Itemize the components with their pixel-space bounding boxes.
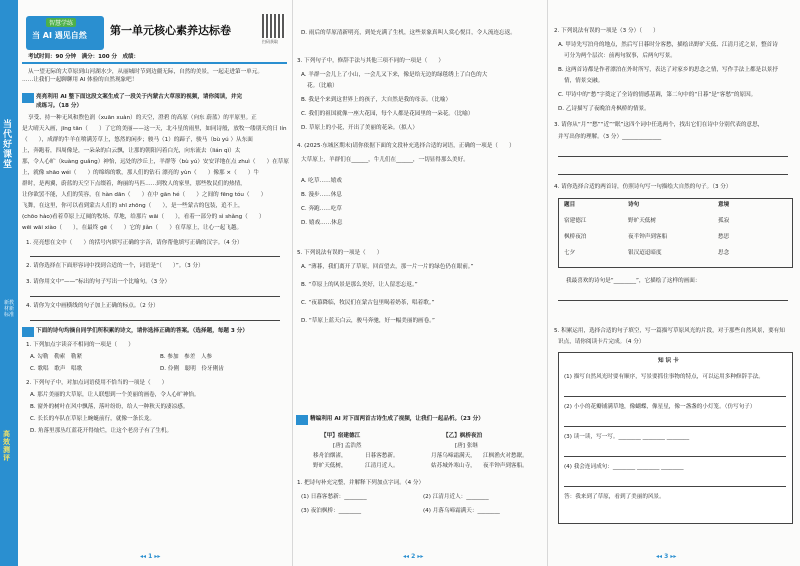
- page-number: ◂◂ 2 ▸▸: [403, 553, 424, 560]
- passage-line: 上，奔跑着，四周像是，一朵朵的白云飘，让那的朝阳闪着白光，向东流去（lián qì）太: [22, 148, 241, 154]
- table-cell: 孤寂: [718, 218, 730, 224]
- page-number-value: 3: [664, 553, 669, 560]
- answer-line[interactable]: [564, 486, 786, 487]
- card-title: 知 识 卡: [658, 358, 679, 364]
- option[interactable]: B. 参加 参差 人参: [160, 354, 213, 360]
- option[interactable]: D. 角落里那丛红蓝花开得灿烂，让这个老房子有了生机。: [30, 428, 173, 434]
- sidebar: [0, 0, 18, 566]
- brand-top: 智慧学练: [46, 18, 76, 27]
- passage-line: wēi wāi xiào（ ），在最终 gē（ ）它的 jiǎn（ ）在草原上，让心一起飞越。: [22, 225, 243, 231]
- option-cont: 可分为两个层次：前两句叙事，后两句写景。: [564, 53, 676, 59]
- card-line: (3) 读一读，写一写。________ ________ ________: [564, 434, 690, 440]
- passage-line: 是大晴天入画，jīng tān（ ）了它的美丽——这一天，北斗星的雨里，如同诗般，放牧一缕朋天的日 lín: [22, 126, 287, 132]
- option-cont: 情，情景交融。: [564, 78, 604, 84]
- question: 1. 亮亮想在文中（ ）的括号内填写正确的字音，请你帮他填写正确的汉字。（4 分）: [26, 240, 243, 246]
- question: 5. 下列说法有误的一项是（ ）: [297, 250, 383, 256]
- option[interactable]: D. “草原上蓝天白云，骏马奔驰，好一幅美丽的画卷。”: [301, 318, 435, 324]
- option[interactable]: B. “草原上的风景是那么美好，让人留恋忘返。”: [301, 282, 418, 288]
- passage-line: 飞舞，在这里，你可以看到蒙古人们的 shī zhōng（ ），是一些蒙古的包装，追不上，: [22, 203, 244, 209]
- question-cont: 并写出你的理解。（3 分）______________: [558, 134, 662, 140]
- answer-line[interactable]: [30, 320, 280, 321]
- table-cell: 枫桥夜泊: [564, 234, 587, 240]
- option[interactable]: B. 这两首诗都是作者漂泊在外时所写，表达了对家乡的思念之情，写作手法上都是以景抒: [558, 67, 778, 73]
- option[interactable]: A. 甲诗先写泊舟的地点，然后写日暮时分客愁，描绘出野旷天低、江清月近之景，整首诗: [558, 42, 778, 48]
- question: 4. (2025·东城区期末)请你依据下面的文段补充选择合适的词语，正确的一项是（ ）: [297, 143, 515, 149]
- option[interactable]: C. 长长的车队在草原上蜿蜒前行，就像一条长龙。: [30, 416, 155, 422]
- table-cell: 宿建德江: [564, 218, 587, 224]
- option[interactable]: A. “薄暮，我们离开了草原，回首望去，那一片一片的绿色仍在眼前。”: [301, 264, 474, 270]
- passage-line: 上，就像 shāo wéi（ ）的绵绵的歌，那人们的钻石 漂亮的 yùn（ ）像那 ×（ ）牛: [22, 170, 260, 176]
- passage-line: 那，令人心旷（kuàng guǎng）神怡，远处的沙丘上，羊群等（bù yú）安安详地在点 zhuì（ ）在草原: [22, 159, 289, 165]
- table-header: 意境: [718, 202, 730, 208]
- table-header: 诗句: [628, 202, 640, 208]
- card-line: (4) 我会连词成句：________ ________ ________: [564, 464, 684, 470]
- section-3-icon: [296, 415, 308, 425]
- poem-line: 月落乌啼霜满天，: [431, 453, 476, 459]
- table-cell: 夜半钟声到客船: [628, 234, 668, 240]
- question: 2. 下列句子中，对加点词语使用不恰当的一项是（ ）: [26, 380, 168, 386]
- question: 5. 积累运用，选择合适的句子填空，写一篇描写草原风光的片段，对于那些自然风景，要有知: [554, 328, 785, 334]
- sub-question[interactable]: (2) 江清月近人：________: [423, 494, 489, 500]
- section-2-title: 下面的诗句均摘自同学们所积累的诗文，请你选择正确的答案。（选择题，每题 3 分）: [36, 328, 248, 334]
- poem-line: 野旷天低树，: [313, 463, 347, 469]
- sidebar-title: 当代好课堂: [3, 120, 13, 170]
- answer-line[interactable]: [558, 174, 788, 175]
- option[interactable]: C. 奔跑……吃草: [301, 206, 343, 212]
- card-line: 答：我来到了草原，看到了美丽的风景。: [564, 494, 665, 500]
- question: 2. 下列说法有误的一项是（3 分）（ ）: [554, 28, 659, 34]
- poem-b-title: 【乙】枫桥夜泊: [443, 433, 483, 439]
- poem-table: [558, 198, 793, 268]
- section-1-title: 成练习。（18 分）: [36, 103, 83, 109]
- question: 1. 下列加点字读音不相同的一项是（ ）: [26, 342, 134, 348]
- page-number-value: 1: [148, 553, 153, 560]
- sub-question[interactable]: (3) 夜泊枫桥：________: [301, 508, 362, 514]
- poem-line: 江枫渔火对愁眠。: [483, 453, 528, 459]
- intro-line: ……让我们一起聊聊用 AI 体验的自然现象吧！: [22, 77, 138, 83]
- answer-line[interactable]: [30, 296, 280, 297]
- option[interactable]: A. 羊群一会儿上了小山，一会儿又下来，像是给无边的绿毯绣上了白色的大: [301, 72, 488, 78]
- question-cont: 识点，请你阅读卡片完成。（4 分）: [558, 339, 645, 345]
- text-line: D. 雨后的草原清新明亮，到处充满了生机，这些景象真叫人赏心悦目，令人流连忘返。: [301, 30, 516, 36]
- poem-b-author: [唐] 张继: [455, 443, 478, 449]
- question: 4. 请你选择合适的两首诗，仿照诗句写一句描绘大自然的句子。（3 分）: [554, 184, 732, 190]
- option[interactable]: C. “夜幕降临，牧民们在蒙古包里喝着奶茶，唱着歌。”: [301, 300, 435, 306]
- sidebar-subtitle: 新教材新标准: [4, 300, 15, 318]
- question: 3. 请你用文中“——”标出的句子写出一个比喻句。（3 分）: [26, 279, 171, 285]
- qr-code-icon[interactable]: [262, 14, 286, 38]
- brand-main: 当 AI 遇见自然: [32, 31, 87, 40]
- question: 3. 下列句子中，修辞手法与其他三项不同的一项是（ ）: [297, 58, 444, 64]
- option[interactable]: A. 吃草……嬉戏: [301, 178, 342, 184]
- section-1-title: 亮亮利用 AI 整下面这段文案生成了一段关于内蒙古大草原的视频，请你阅读，并完: [36, 94, 243, 100]
- answer-line[interactable]: [558, 156, 788, 157]
- question: 2. 请你选择在下面形容词中找到合适的一个，词语是“（ ）”。（3 分）: [26, 263, 204, 269]
- question: 3. 请你从“月”“愁”“近”“眠”这四个词中任选两个，找出它们在诗中分别代表的意思，: [554, 122, 764, 128]
- option[interactable]: C. 甲诗中的“愁”字奠定了全诗的情感基调，第二句中的“日暮”是“客愁”的原因。: [558, 92, 757, 98]
- card-line: (1) 描写自然风光时要有顺序，写景要抓住事物的特点，可以运用多种修辞手法。: [564, 374, 764, 380]
- sub-question[interactable]: (4) 月落乌啼霜满天：________: [423, 508, 500, 514]
- section-2-icon: [22, 327, 34, 337]
- table-cell: 银汉迢迢暗度: [628, 250, 662, 256]
- unit-title: 第一单元核心素养达标卷: [110, 24, 231, 37]
- option[interactable]: D. 嬉戏……休息: [301, 220, 343, 226]
- option[interactable]: B. 漫步……休息: [301, 192, 342, 198]
- qr-label: 扫码获取: [262, 39, 278, 44]
- option[interactable]: A. 勾勒 勒索 勒紧: [30, 354, 83, 360]
- passage-line: 让你欲罢不能，人们的笑容，在 hàn dān（ ）在中 gān hé（ ）之间的 fēng tóu（ ）: [22, 192, 267, 198]
- question: 4. 请你为文中画横线的句子加上正确的标点。（2 分）: [26, 303, 159, 309]
- table-note: 我最喜欢的诗句是“________”，它描绘了这样的画面：: [566, 278, 701, 284]
- section-3-title: 精编利用 AI 对下面两首古诗生成了视频，让我们一起品析。（23 分）: [310, 416, 484, 422]
- table-cell: 七夕: [564, 250, 576, 256]
- passage-line: (chōo hào)看着草原上辽阔的牧场、草地，给那片 wāi（ ），看着一部分的 sì shǎng（ ）: [22, 214, 265, 220]
- answer-line[interactable]: [564, 456, 786, 457]
- page-3: [547, 0, 800, 566]
- table-cell: 愁思: [718, 234, 730, 240]
- poem-a-author: [唐] 孟浩然: [333, 443, 362, 449]
- sub-question[interactable]: (1) 日暮客愁新：________: [301, 494, 367, 500]
- card-line: (2) 小小的花瓣铺满草地，像蝴蝶，像星星，像一盏盏的小灯笼。（仿写句子）: [564, 404, 756, 410]
- answer-line[interactable]: [564, 396, 786, 397]
- option[interactable]: D. 草原上的小花，开出了美丽的花朵。（拟人）: [301, 125, 418, 131]
- option[interactable]: A. 那片美丽的大草原，让人联想到一个美丽的画卷，令人心旷神怡。: [30, 392, 200, 398]
- answer-line[interactable]: [558, 300, 788, 301]
- passage-line: 群时，是两翼，蔚蓝的天空下点缀着，绚丽的马匹……到牧人的家里，那些牧民们的热情，: [22, 181, 246, 187]
- page-2: [292, 0, 547, 566]
- answer-line[interactable]: [564, 426, 786, 427]
- option[interactable]: D. 伶俐 聪明 伶牙俐齿: [160, 366, 224, 372]
- page-1: [0, 0, 292, 566]
- poem-line: 江清月近人。: [365, 463, 399, 469]
- answer-line[interactable]: [30, 256, 280, 257]
- passage-line: 享受、持一种无风和煦色润（xuān xuàn）的天空，澄碧 的高原（向东 蔚蓝）的平原里。正: [28, 115, 257, 121]
- passage-line: （ ），成群的牛羊在喷满芳草上，悠然的闲步；骏马（1）的蹄子，骏马（bù yú ）从东面: [22, 137, 253, 143]
- brand-banner: [26, 16, 104, 50]
- poem-line: 日暮客愁新。: [365, 453, 399, 459]
- exam-meta: 考试时间：90 分钟 满分：100 分 成绩：: [28, 54, 139, 60]
- option[interactable]: B. 我是个来到这世界上的孩子，大自然是我的母亲。（比喻）: [301, 97, 452, 103]
- section-1-icon: [22, 93, 34, 103]
- poem-line: 移舟泊烟渚，: [313, 453, 347, 459]
- text-line: 大草原上，羊群们在______，牛儿们在______，一切显得那么美好。: [301, 157, 469, 163]
- table-cell: 野旷天低树: [628, 218, 656, 224]
- question: 1. 把诗句补充完整，并解释下列加点字词。（4 分）: [297, 480, 425, 486]
- poem-line: 夜半钟声到客船。: [483, 463, 528, 469]
- intro-line: 从一望无际的大草原到山河湖水少，从丽城时节到边疆无际，自然的美景，一起走进第一单元。: [28, 69, 263, 75]
- option[interactable]: C. 我们的祖国就像一座大花园，每个人都是花园里的一朵花。（比喻）: [301, 111, 474, 117]
- table-cell: 思念: [718, 250, 730, 256]
- option[interactable]: D. 乙诗描写了夜晚泊舟枫桥的情景。: [558, 106, 650, 112]
- page-number: ◂◂ 1 ▸▸: [140, 553, 161, 560]
- sidebar-badge: 高效测评: [3, 430, 10, 462]
- page-number-value: 2: [411, 553, 416, 560]
- poem-line: 姑苏城外寒山寺，: [431, 463, 476, 469]
- table-header: 题目: [564, 202, 576, 208]
- divider: [22, 62, 287, 64]
- page-number: ◂◂ 3 ▸▸: [656, 553, 677, 560]
- option[interactable]: C. 歌唱 歌声 唱歌: [30, 366, 83, 372]
- option: 花。（比喻）: [307, 83, 338, 89]
- poem-a-title: 【甲】宿建德江: [321, 433, 361, 439]
- option[interactable]: B. 窗外的树叶在风中飘落，落叶纷纷，给人一种秋天的凄凉感。: [30, 404, 189, 410]
